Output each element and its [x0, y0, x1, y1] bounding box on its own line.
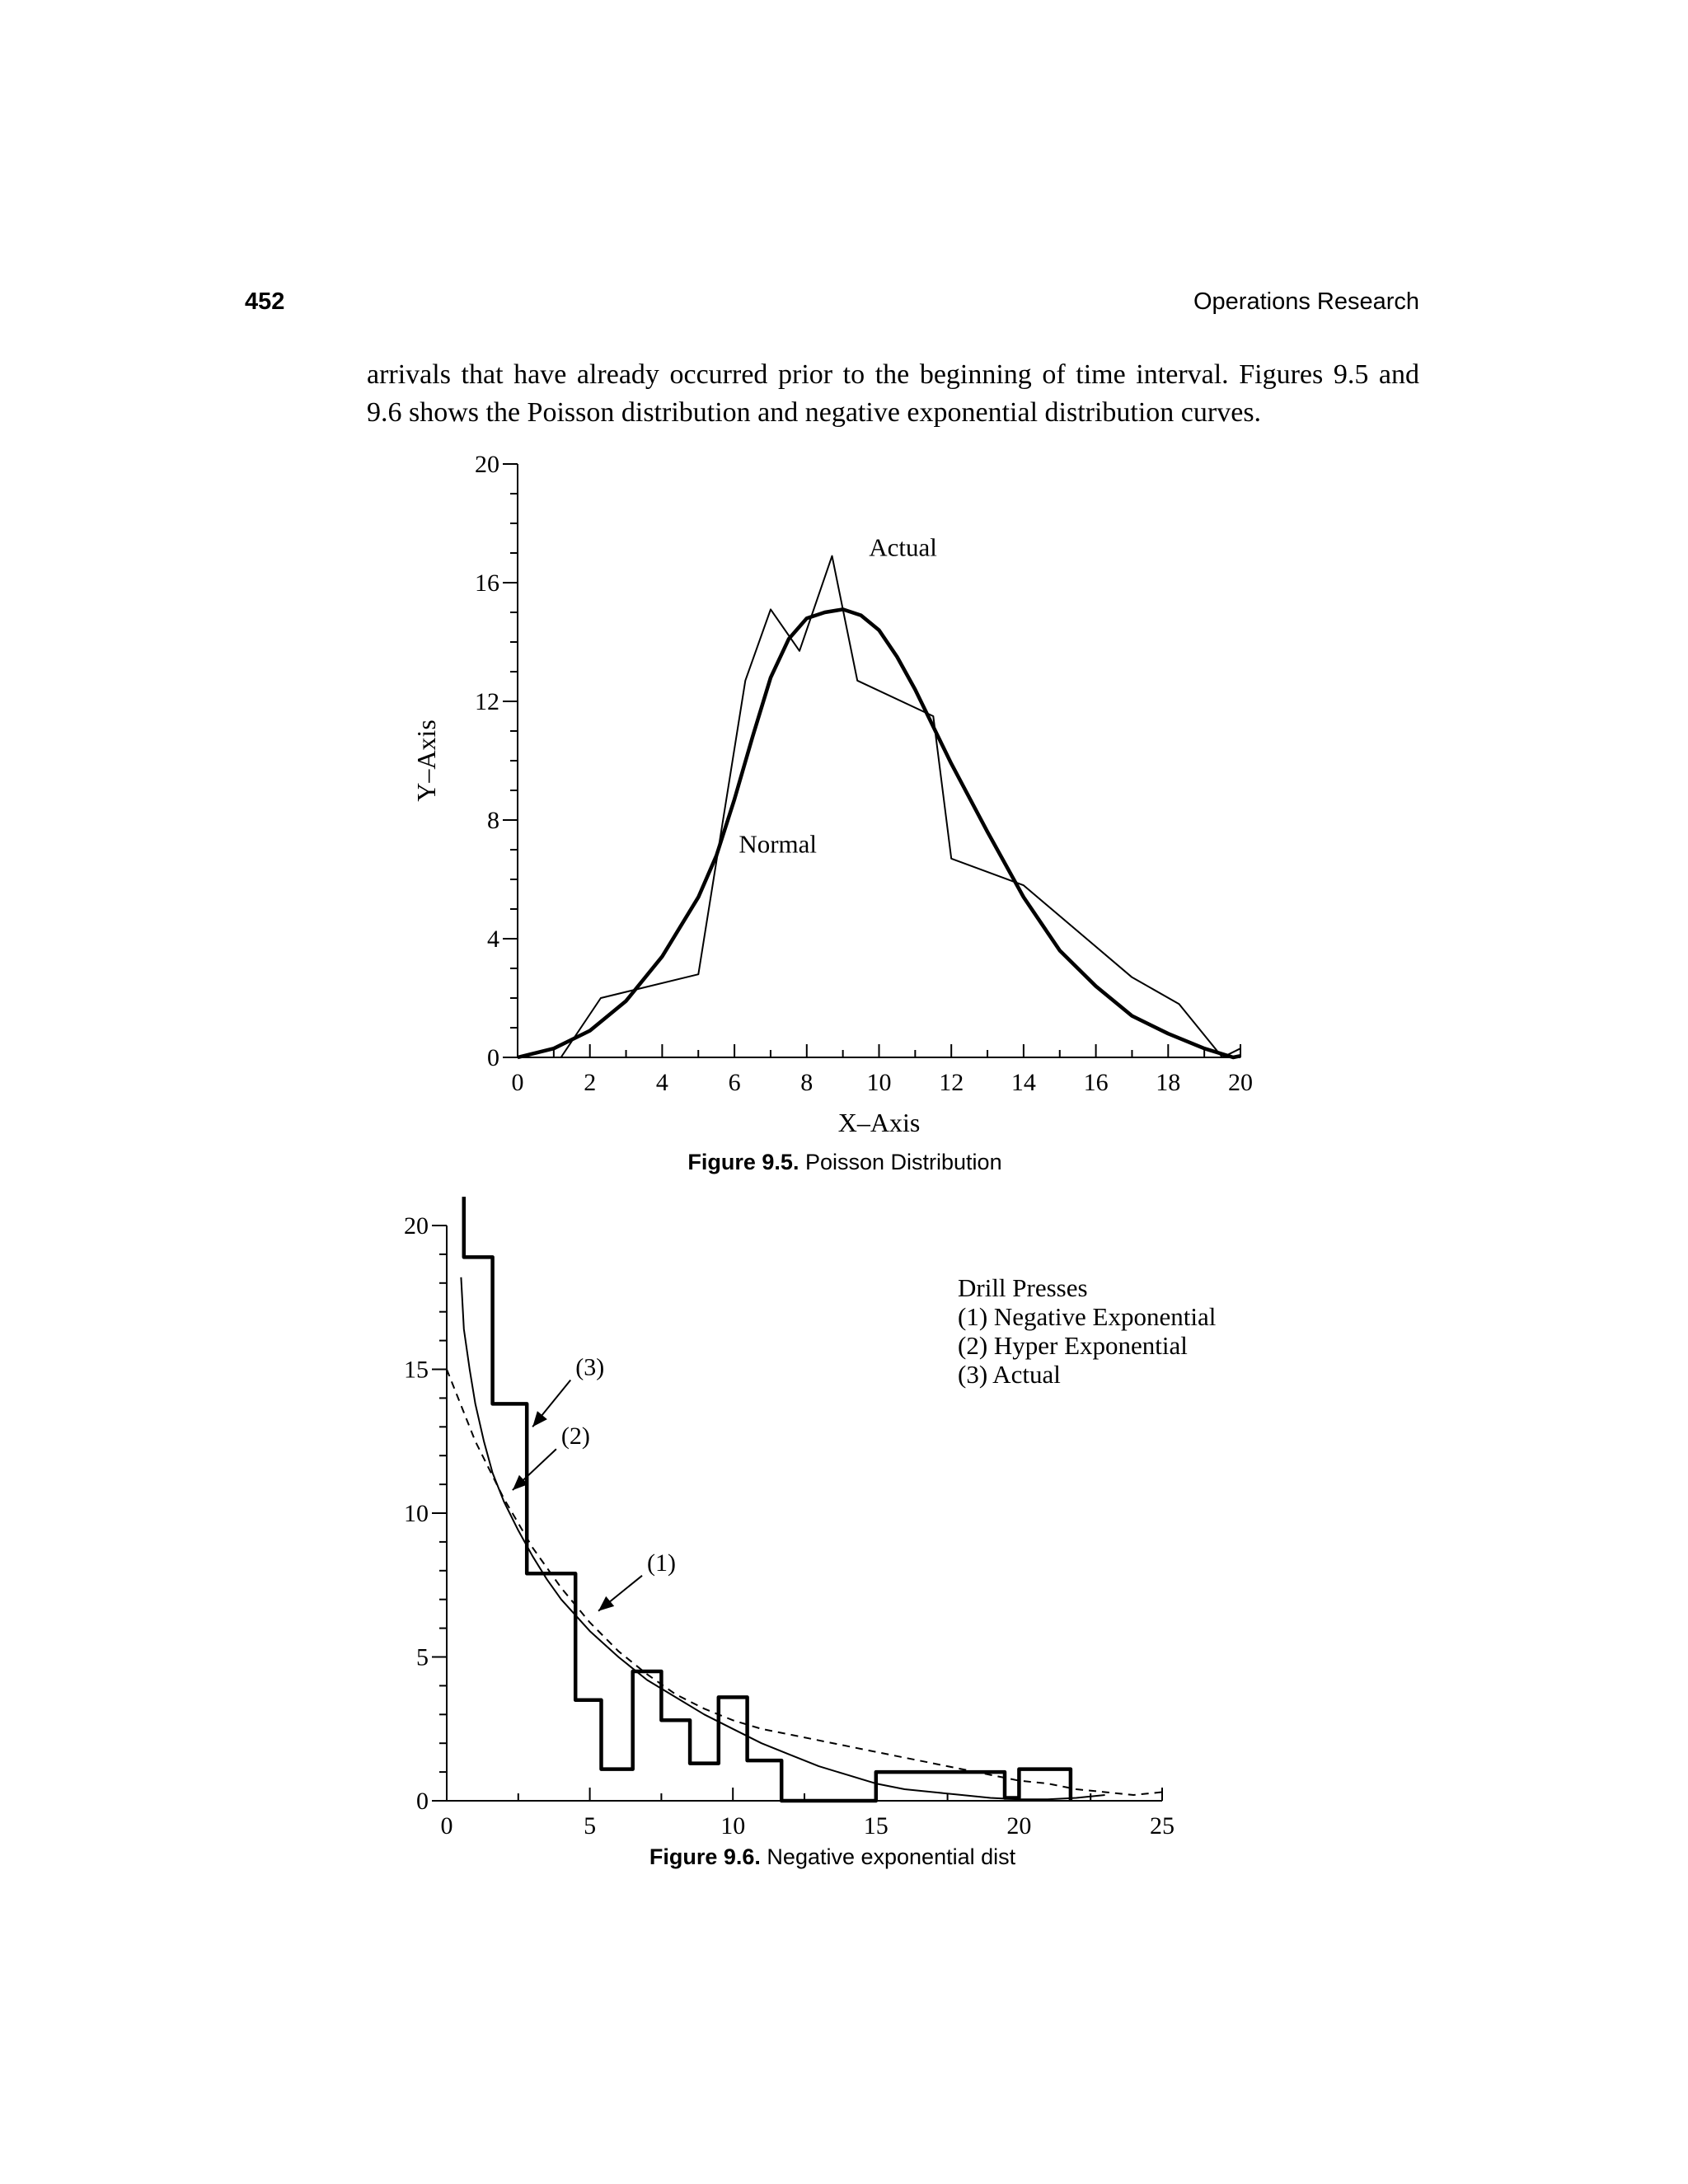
- legend-line: (2) Hyper Exponential: [958, 1331, 1188, 1360]
- x-tick-label: 20: [1228, 1069, 1253, 1096]
- y-tick-label: 20: [404, 1212, 429, 1240]
- x-tick-label: 25: [1150, 1812, 1175, 1840]
- legend-line: (3) Actual: [958, 1360, 1061, 1389]
- x-tick-label: 2: [584, 1069, 597, 1096]
- x-tick-label: 12: [939, 1069, 964, 1096]
- running-title: Operations Research: [1193, 288, 1419, 315]
- figure-9-6-caption: [649, 1844, 1015, 1870]
- x-tick-label: 18: [1156, 1069, 1181, 1096]
- y-tick-label: 12: [475, 688, 499, 715]
- x-tick-label: 20: [1006, 1812, 1032, 1840]
- page-number: 452: [245, 288, 285, 315]
- x-tick-label: 15: [863, 1812, 889, 1840]
- y-tick-label: 0: [487, 1044, 499, 1071]
- x-tick-label: 10: [720, 1812, 746, 1840]
- annotation-label: Actual: [869, 532, 937, 562]
- y-tick-label: 10: [404, 1500, 429, 1527]
- x-tick-label: 6: [728, 1069, 741, 1096]
- x-axis-label: X–Axis: [837, 1108, 921, 1137]
- x-tick-label: 0: [440, 1812, 453, 1840]
- x-tick-label: 8: [800, 1069, 814, 1096]
- annotation-arrow-head: [532, 1411, 547, 1427]
- x-tick-label: 0: [511, 1069, 524, 1096]
- annotation-label: (3): [575, 1353, 605, 1381]
- y-axis-label: Y–Axis: [411, 719, 441, 802]
- x-tick-label: 14: [1010, 1069, 1036, 1096]
- series-1-negative-exponential: [447, 1370, 1162, 1796]
- annotation-label: (2): [560, 1422, 590, 1451]
- y-tick-label: 20: [475, 451, 499, 478]
- figure-9-6-caption-text: Negative exponential dist: [767, 1844, 1016, 1869]
- y-tick-label: 15: [404, 1356, 429, 1384]
- x-tick-label: 16: [1083, 1069, 1109, 1096]
- annotation-label: Normal: [738, 829, 818, 859]
- figure-9-6-caption-label: Figure 9.6.: [649, 1844, 761, 1869]
- y-tick-label: 5: [416, 1643, 429, 1671]
- legend-line: (1) Negative Exponential: [958, 1302, 1217, 1331]
- x-tick-label: 4: [655, 1069, 668, 1096]
- y-tick-label: 4: [487, 926, 499, 953]
- legend-line: Drill Presses: [958, 1273, 1088, 1302]
- y-tick-label: 16: [475, 569, 499, 597]
- body-line-1: arrivals that have already occurred prior to the beginning of time interval. Figures 9.5 and: [367, 359, 1419, 390]
- x-tick-label: 10: [866, 1069, 892, 1096]
- x-tick-label: 5: [584, 1812, 597, 1840]
- y-tick-label: 8: [487, 807, 499, 834]
- annotation-label: (1): [647, 1549, 677, 1577]
- annotation-arrow-head: [598, 1596, 614, 1611]
- figure-9-5-caption-label: Figure 9.5.: [687, 1150, 799, 1174]
- figure-9-5-caption-text: Poisson Distribution: [804, 1150, 1002, 1174]
- y-tick-label: 0: [416, 1788, 429, 1815]
- body-line-2: 9.6 shows the Poisson distribution and negative exponential distribution curves.: [367, 397, 1262, 428]
